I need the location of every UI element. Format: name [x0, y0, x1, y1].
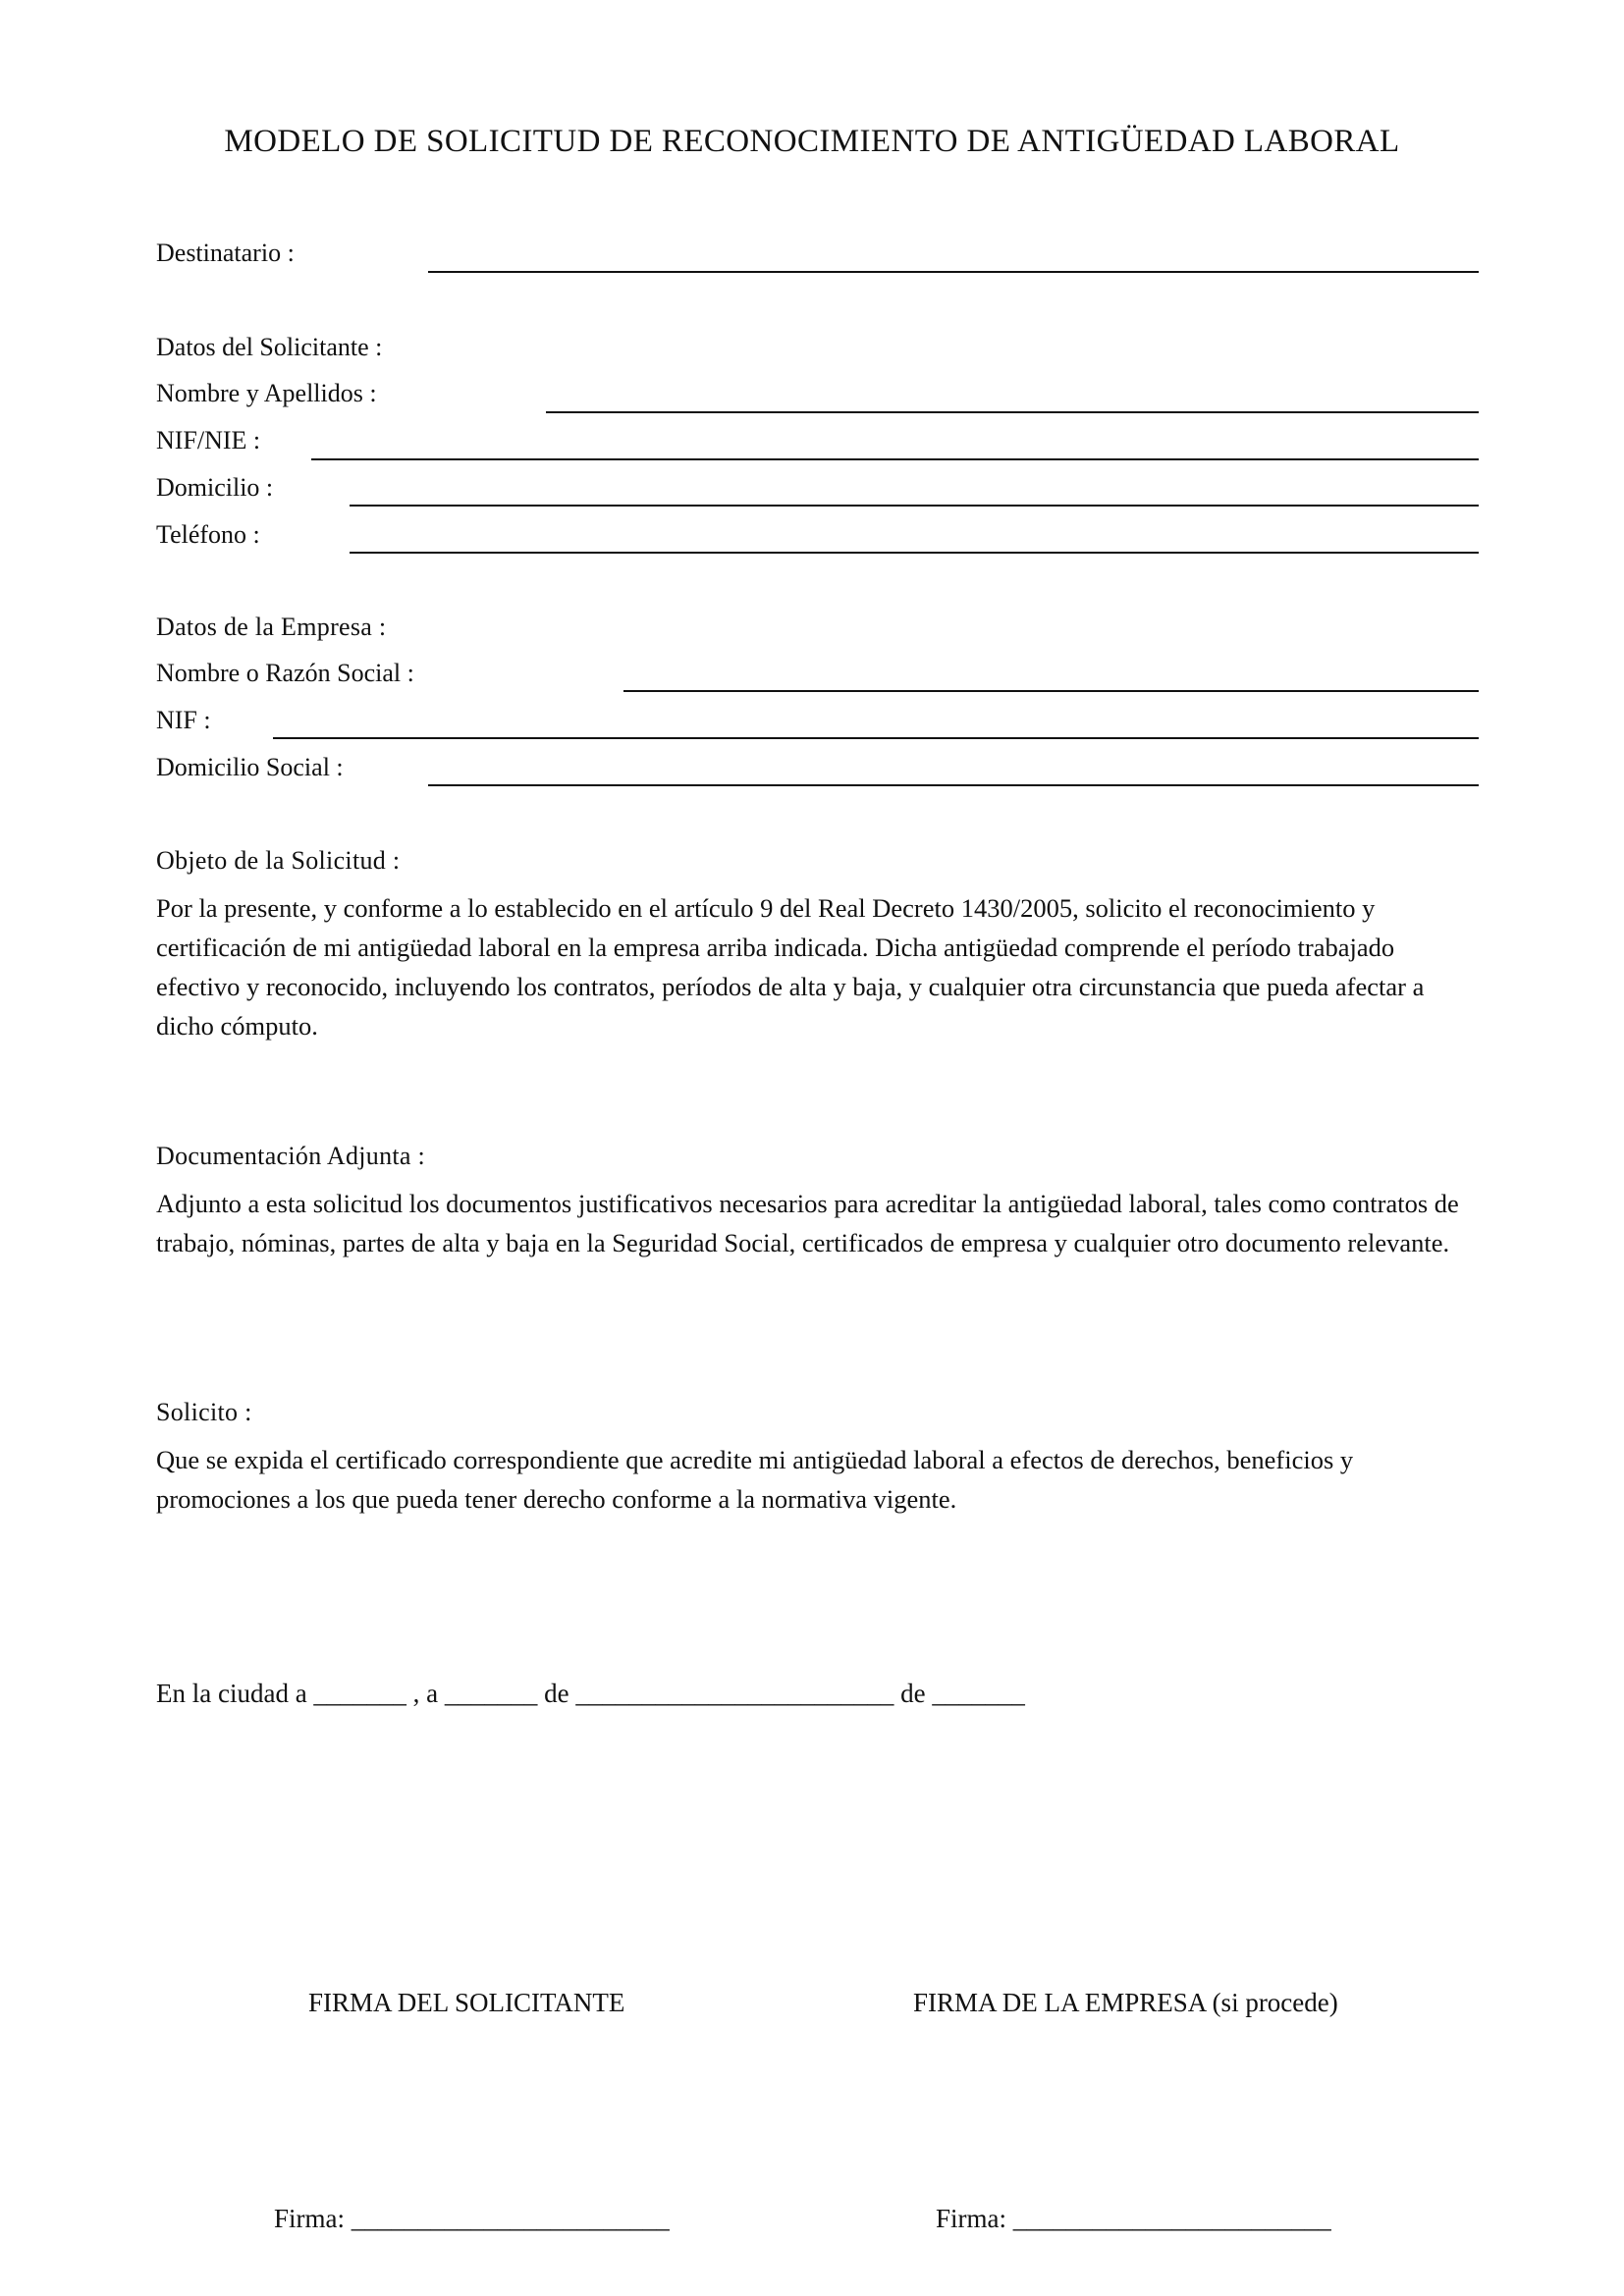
destinatario-label: Destinatario : [156, 239, 295, 267]
nif-nie-field-line[interactable] [311, 458, 1479, 460]
domicilio-field-line[interactable] [350, 505, 1479, 507]
empresa-heading: Datos de la Empresa : [156, 613, 387, 641]
nif-nie-label: NIF/NIE : [156, 426, 261, 454]
solicitante-heading: Datos del Solicitante : [156, 333, 383, 361]
domicilio-label: Domicilio : [156, 473, 274, 502]
place-date-line[interactable]: En la ciudad a _______ , a _______ de ________________________ de _______ [156, 1679, 1025, 1708]
firma-empresa-title: FIRMA DE LA EMPRESA (si procede) [913, 1988, 1338, 2017]
telefono-label: Teléfono : [156, 520, 260, 549]
firma-empresa-line[interactable]: Firma: ________________________ [936, 2204, 1331, 2233]
objeto-paragraph: Por la presente, y conforme a lo establecido en el artículo 9 del Real Decreto 1430/2005, solicito el reconocimiento y certificación de mi antigüedad laboral en la empresa arriba indicada. Dicha antigüedad comprende el período trabajado efectivo y reconocido, incluyendo los contratos, períodos de alta y baja, y cualquier otra circunstancia que pueda afectar a dicho cómputo. [156, 893, 1425, 1041]
nif-empresa-field-line[interactable] [273, 737, 1479, 739]
document-title: MODELO DE SOLICITUD DE RECONOCIMIENTO DE ANTIGÜEDAD LABORAL [224, 124, 1400, 159]
documentacion-paragraph: Adjunto a esta solicitud los documentos justificativos necesarios para acreditar la antigüedad laboral, tales como contratos de trabajo, nóminas, partes de alta y baja en la Seguridad Social, certificados de empresa y cualquier otro documento relevante. [156, 1189, 1459, 1257]
domicilio-social-field-line[interactable] [428, 784, 1479, 786]
nombre-apellidos-field-line[interactable] [546, 411, 1479, 413]
nombre-apellidos-label: Nombre y Apellidos : [156, 379, 377, 407]
solicito-heading: Solicito : [156, 1398, 252, 1426]
firma-solicitante-title: FIRMA DEL SOLICITANTE [308, 1988, 625, 2017]
nif-empresa-label: NIF : [156, 706, 211, 734]
razon-social-label: Nombre o Razón Social : [156, 659, 414, 687]
objeto-heading: Objeto de la Solicitud : [156, 846, 401, 875]
destinatario-field-line[interactable] [428, 271, 1479, 273]
firma-solicitante-line[interactable]: Firma: ________________________ [274, 2204, 670, 2233]
razon-social-field-line[interactable] [623, 690, 1479, 692]
telefono-field-line[interactable] [350, 552, 1479, 554]
solicito-paragraph: Que se expida el certificado correspondiente que acredite mi antigüedad laboral a efectos de derechos, beneficios y promociones a los que pueda tener derecho conforme a la normativa vigente. [156, 1445, 1354, 1514]
domicilio-social-label: Domicilio Social : [156, 753, 344, 781]
documentacion-heading: Documentación Adjunta : [156, 1142, 426, 1170]
